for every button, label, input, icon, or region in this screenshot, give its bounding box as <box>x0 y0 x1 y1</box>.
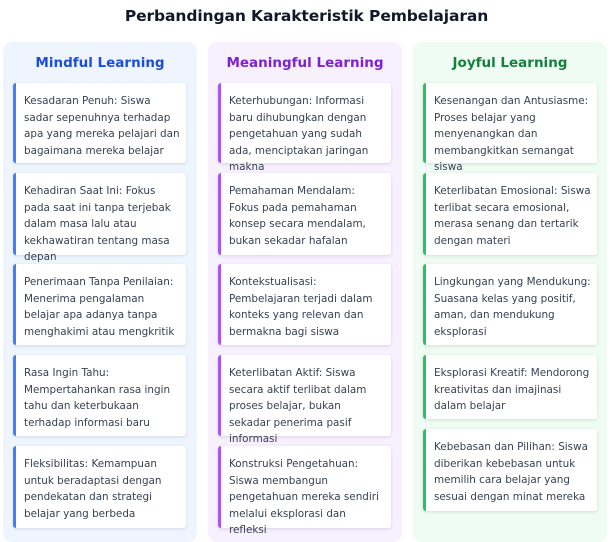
card-kehadiran-saat-ini: Kehadiran Saat Ini: Fokus pada saat ini tanpa terjebak dalam masa lalu atau kekhawatiran tentang masa depan <box>13 173 186 255</box>
card-keterlibatan-emosional: Keterlibatan Emosional: Siswa terlibat secara emosional, merasa senang dan tertarik dengan materi <box>423 173 597 255</box>
card-lingkungan-yang-mendukung: Lingkungan yang Mendukung: Suasana kelas yang positif, aman, dan mendukung eksplorasi <box>423 264 597 345</box>
card-kebebasan-dan-pilihan: Kebebasan dan Pilihan: Siswa diberikan kebebasan untuk memilih cara belajar yang sesuai dengan minat mereka <box>423 429 597 511</box>
column-heading: Joyful Learning <box>452 55 568 71</box>
card-fleksibilitas: Fleksibilitas: Kemampuan untuk beradaptasi dengan pendekatan dan strategi belajar yang berbeda <box>13 446 186 528</box>
card-kesadaran-penuh: Kesadaran Penuh: Siswa sadar sepenuhnya terhadap apa yang mereka pelajari dan bagaimana mereka belajar <box>13 83 186 163</box>
card-kontekstualisasi: Kontekstualisasi: Pembelajaran terjadi dalam konteks yang relevan dan bermakna bagi siswa <box>218 264 391 345</box>
card-keterhubungan: Keterhubungan: Informasi baru dihubungkan dengan pengetahuan yang sudah ada, menciptakan jaringan makna <box>218 83 391 163</box>
column-heading: Meaningful Learning <box>226 55 384 71</box>
page-title: Perbandingan Karakteristik Pembelajaran <box>124 7 489 25</box>
card-pemahaman-mendalam: Pemahaman Mendalam: Fokus pada pemahaman konsep secara mendalam, bukan sekadar hafalan <box>218 173 391 255</box>
card-penerimaan-tanpa-penilaian: Penerimaan Tanpa Penilaian: Menerima pengalaman belajar apa adanya tanpa menghakimi atau mengkritik <box>13 264 186 345</box>
column-joyful-learning <box>413 42 607 542</box>
column-meaningful-learning <box>208 42 402 542</box>
column-heading: Mindful Learning <box>35 55 165 71</box>
card-eksplorasi-kreatif: Eksplorasi Kreatif: Mendorong kreativitas dan imajinasi dalam belajar <box>423 355 597 419</box>
card-kesenangan-dan-antusiasme: Kesenangan dan Antusiasme: Proses belajar yang menyenangkan dan membangkitkan semangat siswa <box>423 83 597 163</box>
column-mindful-learning <box>3 42 197 542</box>
card-rasa-ingin-tahu: Rasa Ingin Tahu: Mempertahankan rasa ingin tahu dan keterbukaan terhadap informasi baru <box>13 355 186 436</box>
card-keterlibatan-aktif: Keterlibatan Aktif: Siswa secara aktif terlibat dalam proses belajar, bukan sekadar penerima pasif informasi <box>218 355 391 436</box>
card-konstruksi-pengetahuan: Konstruksi Pengetahuan: Siswa membangun pengetahuan mereka sendiri melalui eksplorasi dan refleksi <box>218 446 391 528</box>
